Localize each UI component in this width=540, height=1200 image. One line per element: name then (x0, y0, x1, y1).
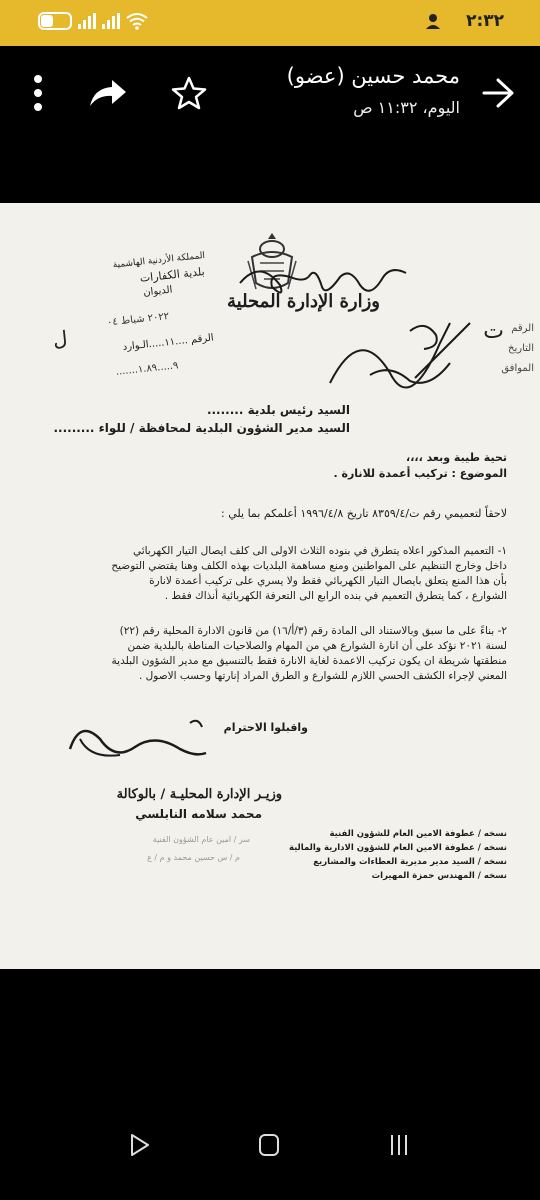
copy-line-2: نسخه / عطوفة الامين العام للشؤون الادارية والمالية (288, 843, 507, 853)
faint-note-2: م / س حسين محمد و م / ع (147, 853, 240, 862)
battery-icon (38, 12, 72, 30)
status-icons (38, 12, 148, 30)
more-icon[interactable] (28, 74, 48, 112)
copy-line-1: نسخه / عطوفة الامين العام للشؤون الفنية (329, 829, 507, 839)
home-square-icon[interactable] (257, 1132, 281, 1158)
faint-note-1: سر / امين عام الشؤون الفنية (152, 835, 250, 844)
ministry-header: وزارة الإدارة المحلية (227, 291, 380, 312)
stamp-line-2: بلدية الكفارات (139, 265, 206, 285)
stamp-number: ٩.....١.٨٩....... (115, 360, 179, 378)
person-icon (426, 13, 440, 29)
para1-line-2: داخل وخارج التنظيم على المواطنين ومنع مساهمة البلديات بهذه الكلف وهنا يقتضي التوضيح (111, 560, 507, 572)
closing: واقبلوا الاحترام (223, 721, 308, 734)
document-image[interactable] (0, 203, 540, 969)
status-bar (0, 0, 540, 46)
signal-icon-2 (102, 13, 120, 29)
stamp-incoming: الرقم ....١١.....الـوارد (122, 332, 215, 353)
para2-line-2: لسنة ٢٠٢١ نؤكد على أن انارة الشوارع هي من المهام والصلاحيات المناطة بالبلدية ضمن (127, 640, 507, 652)
subject: الموضوع : تركيب أعمدة للانارة . (333, 467, 507, 480)
stamp-short: ل (51, 325, 69, 352)
forward-icon[interactable] (88, 78, 128, 108)
para2-line-1: ٢- بناءً على ما سبق وبالاستناد الى المادة رقم (٣/أ/١٦) من قانون الادارة المحلية رقم (٢٢) (119, 625, 507, 637)
stamp-line-3: الديوان (142, 284, 173, 299)
back-arrow-icon[interactable] (480, 76, 516, 110)
incoming-stamp (39, 250, 222, 403)
addressee-2: السيد مدير الشؤون البلدية لمحافظة / للواء ......... (53, 421, 350, 435)
status-time: ٢:٣٢ (466, 11, 504, 31)
star-icon[interactable] (171, 76, 207, 110)
greeting: تحية طيبة وبعد ،،،، (406, 451, 507, 464)
stamp-line-1: المملكة الأردنية الهاشمية (112, 250, 206, 271)
back-triangle-icon[interactable] (128, 1132, 152, 1158)
para2-line-4: المعني لإجراء الكشف الحسي اللازم للشوارع و الطرق المراد إنارتها وحسب الاصول . (138, 670, 507, 682)
ref-label: الرقم (511, 323, 534, 334)
signal-icon (78, 13, 96, 29)
message-time: اليوم، ١١:٣٢ ص (353, 98, 460, 117)
para1-line-4: الشوارع ، كما يتطرق التعميم في بنده الرابع الى التعرفة الكهربائية أنذاك فقط . (164, 590, 507, 602)
hijri-label: الموافق (501, 363, 534, 374)
intro-line: لاحقاً لتعميمي رقم ت/٨٣٥٩/٤ تاريخ ١٩٩٦/٤/٨ أعلمكم بما يلي : (221, 507, 507, 520)
sender-name: محمد حسين (عضو) (286, 64, 460, 88)
handwritten-ref-letter: ت (483, 319, 504, 344)
signer-name: محمد سلامه النابلسي (135, 807, 262, 821)
copy-line-3: نسخه / السيد مدير مديرية العطاءات والمشاريع (313, 857, 507, 867)
navigation-bar (0, 1110, 540, 1200)
wifi-icon (126, 12, 148, 30)
copy-line-4: نسخه / المهندس حمزة المهيرات (371, 871, 507, 881)
app-bar (0, 46, 540, 140)
addressee-1: السيد رئيس بلدية ........ (206, 403, 350, 417)
signature-icon (60, 709, 210, 769)
date-label: التاريخ (508, 343, 534, 354)
stamp-date: ٢٠٢٢ شباط ٠٤ (106, 310, 170, 329)
signer-title: وزيـر الإدارة المحليـة / بالوكالة (116, 787, 282, 802)
para1-line-3: بأن هذا المنع يتعلق بايصال التيار الكهربائي فقط ولا يسري على تركيب أعمدة لانارة (149, 575, 507, 587)
handwritten-reference (210, 263, 480, 393)
para2-line-3: منطقتها شريطة ان يكون تركيب الاعمدة لغاية الانارة فقط بالتنسيق مع مدير الشؤون البلدية (111, 655, 507, 667)
recents-icon[interactable] (387, 1132, 411, 1158)
para1-line-1: ١- التعميم المذكور اعلاه يتطرق في بنوده الثلاث الاولى الى كلف ايصال التيار الكهربائي (132, 545, 507, 557)
